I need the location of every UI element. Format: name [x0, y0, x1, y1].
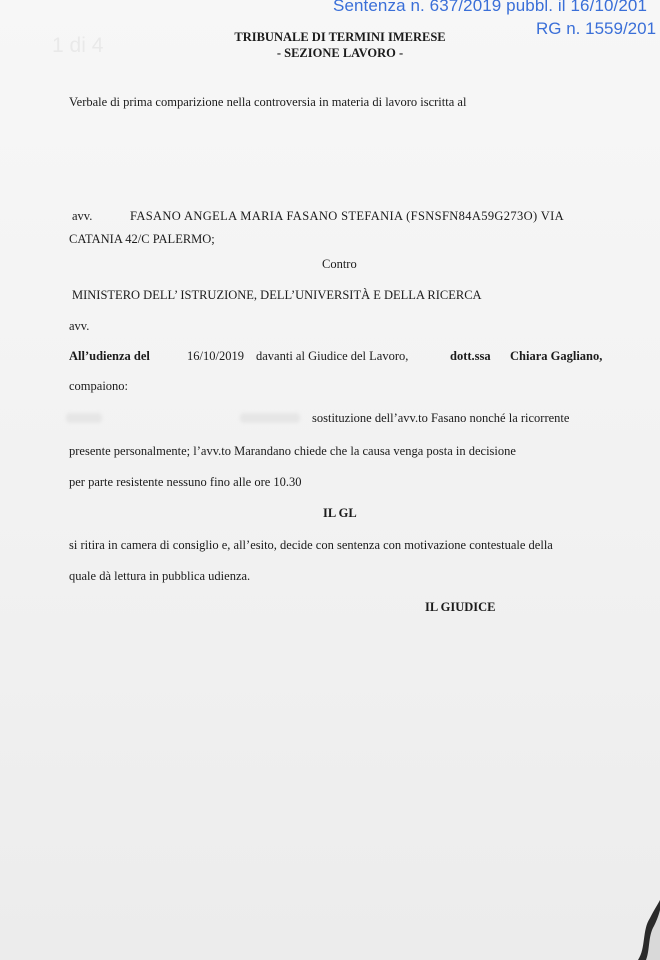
- page-counter-watermark: 1 di 4: [52, 34, 104, 57]
- judge-title: dott.ssa: [450, 349, 491, 363]
- redacted-text: [240, 413, 300, 423]
- plaintiff-line-1: FASANO ANGELA MARIA FASANO STEFANIA (FSNSFN84A59G273O) VIA: [130, 209, 565, 223]
- page-curl-icon: [632, 900, 660, 960]
- hearing-date: 16/10/2019: [187, 349, 244, 363]
- court-name: TRIBUNALE DI TERMINI IMERESE: [234, 30, 446, 44]
- costituzione-line: sostituzione dell’avv.to Fasano nonché la ricorrente: [312, 411, 570, 425]
- ritira-line-2: quale dà lettura in pubblica udienza.: [69, 569, 251, 583]
- il-gl-heading: IL GL: [323, 506, 357, 520]
- defendant-name: MINISTERO DELL’ ISTRUZIONE, DELL’UNIVERSITÀ E DELLA RICERCA: [72, 288, 482, 302]
- judge-name: Chiara Gagliano,: [510, 349, 603, 363]
- contro-label: Contro: [322, 257, 357, 271]
- defendant-avv-label: avv.: [69, 319, 90, 333]
- plaintiff-avv-label: avv.: [72, 209, 93, 223]
- rg-number-stamp: RG n. 1559/201: [536, 19, 657, 38]
- redacted-text: [66, 413, 102, 423]
- resistente-line: per parte resistente nessuno fino alle ore 10.30: [69, 475, 302, 489]
- presente-line: presente personalmente; l’avv.to Marandano chiede che la causa venga posta in decisione: [69, 444, 516, 458]
- hearing-middle: davanti al Giudice del Lavoro,: [256, 349, 409, 363]
- publication-stamp: Sentenza n. 637/2019 pubbl. il 16/10/201: [333, 0, 648, 15]
- intro-text: Verbale di prima comparizione nella controversia in materia di lavoro iscritta al: [69, 95, 467, 109]
- hearing-prefix: All’udienza del: [69, 349, 150, 363]
- il-giudice-signature: IL GIUDICE: [425, 600, 496, 614]
- compaiono-label: compaiono:: [69, 379, 129, 393]
- ritira-line-1: si ritira in camera di consiglio e, all’esito, decide con sentenza con motivazione contestuale della: [69, 538, 553, 552]
- court-section: - SEZIONE LAVORO -: [276, 46, 404, 60]
- plaintiff-line-2: CATANIA 42/C PALERMO;: [69, 232, 215, 246]
